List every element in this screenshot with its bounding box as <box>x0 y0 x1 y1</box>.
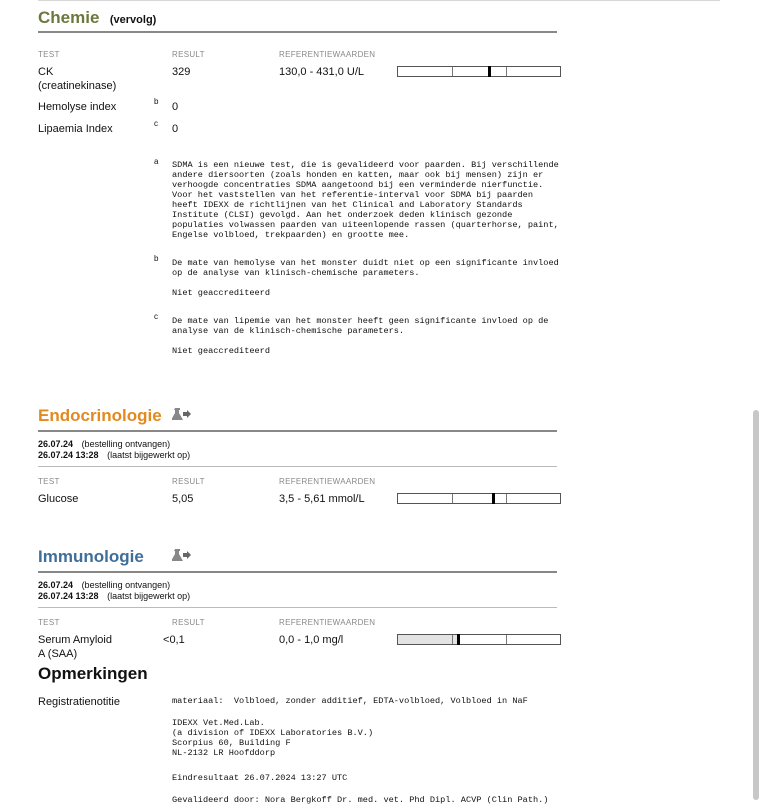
registratienotitie-label: Registratienotitie <box>38 696 120 708</box>
range-tick-low <box>452 494 453 503</box>
range-bar-saa <box>397 634 561 645</box>
scrollbar[interactable] <box>753 410 759 800</box>
endo-header <box>38 406 162 426</box>
result-ck: 329 <box>172 66 191 78</box>
footnote-mark-b: b <box>154 97 159 106</box>
result-saa <box>163 634 185 646</box>
result-lipaemia: 0 <box>172 123 179 135</box>
footnote-line: populaties volwassen paarden van uiteenlopende rassen (quarterhorse, paint, <box>172 220 559 230</box>
test-name-glucose: Glucose <box>38 493 79 505</box>
col-header-test: TEST <box>38 477 60 486</box>
range-marker-ck <box>488 66 491 77</box>
col-header-result: RESULT <box>172 618 205 627</box>
accreditation-note: Niet geaccrediteerd <box>172 288 270 298</box>
ref-glucose: 3,5 - 5,61 mmol/L <box>279 493 365 505</box>
col-header-test: TEST <box>38 50 60 59</box>
footnote-line: heeft IDEXX de richtlijnen van het Clinical and Laboratory Standards <box>172 200 523 210</box>
address-line: IDEXX Vet.Med.Lab. <box>172 718 265 728</box>
test-name-ck-sub: (creatinekinase) <box>38 80 117 92</box>
chemie-header <box>38 8 156 28</box>
range-bar-glucose <box>397 493 561 504</box>
chemie-divider <box>38 31 557 33</box>
range-tick-high <box>506 494 507 503</box>
col-header-ref: REFERENTIEWAARDEN <box>279 50 376 59</box>
range-tick-low <box>452 635 453 644</box>
range-below-shade <box>398 635 457 644</box>
footnote-line: verhoogde concentraties SDMA aangetoond bij een verminderde nierfunctie. <box>172 180 544 190</box>
footnote-line: De mate van lipemie van het monster heeft geen significante invloed op de <box>172 316 549 326</box>
footnote-line: SDMA is een nieuwe test, die is gevalideerd voor paarden. Bij verschillende <box>172 160 559 170</box>
date-value: 26.07.24 <box>38 439 74 449</box>
result-hemolyse: 0 <box>172 101 179 113</box>
immuno-date-received <box>38 580 170 590</box>
result-glucose: 5,05 <box>172 493 194 505</box>
test-name-saa: Serum Amyloid <box>38 634 112 646</box>
footnote-line: Voor het vaststellen van het referentie-interval voor SDMA bij paarden <box>172 190 533 200</box>
date-value: 26.07.24 13:28 <box>38 450 99 460</box>
date-value: 26.07.24 <box>38 580 74 590</box>
date-label: (laatst bijgewerkt op) <box>107 450 191 460</box>
immuno-divider <box>38 571 557 573</box>
footnote-a-mark: a <box>154 157 159 166</box>
footnote-line: De mate van hemolyse van het monster duidt niet op een significante invloed <box>172 258 559 268</box>
immuno-date-updated <box>38 591 190 601</box>
footnote-line: op de analyse van klinisch-chemische parameters. <box>172 268 420 278</box>
footnote-b-mark: b <box>154 254 159 263</box>
range-tick-high <box>506 635 507 644</box>
date-label: (bestelling ontvangen) <box>81 439 171 449</box>
test-name-saa-sub: A (SAA) <box>38 648 78 660</box>
test-name-lipaemia: Lipaemia Index <box>38 123 113 135</box>
result-prefix: < <box>163 634 170 646</box>
endo-date-updated <box>38 450 190 460</box>
ref-saa: 0,0 - 1,0 mg/l <box>279 634 344 646</box>
endo-date-divider <box>38 466 557 467</box>
date-value: 26.07.24 13:28 <box>38 591 99 601</box>
col-header-result: RESULT <box>172 477 205 486</box>
col-header-result: RESULT <box>172 50 205 59</box>
footnote-mark-c: c <box>154 119 158 128</box>
material-note: materiaal: Volbloed, zonder additief, EDTA-volbloed, Volbloed in NaF <box>172 696 528 706</box>
range-marker-saa <box>457 634 460 645</box>
address-line: (a division of IDEXX Laboratories B.V.) <box>172 728 374 738</box>
footnote-b-text <box>172 258 559 298</box>
footnote-line: Engelse volbloed, trekpaarden) en grootte mee. <box>172 230 410 240</box>
accreditation-note: Niet geaccrediteerd <box>172 346 270 356</box>
address-line: Scorpius 60, Building F <box>172 738 291 748</box>
range-tick-low <box>452 67 453 76</box>
immuno-header <box>38 547 144 567</box>
footnote-a-text <box>172 160 559 240</box>
validated-by: Gevalideerd door: Nora Bergkoff Dr. med. vet. Phd Dipl. ACVP (Clin Path.) <box>172 795 549 805</box>
range-bar-ck <box>397 66 561 77</box>
ref-ck: 130,0 - 431,0 U/L <box>279 66 365 78</box>
range-tick-high <box>506 67 507 76</box>
test-name-ck: CK <box>38 66 54 78</box>
lab-address <box>172 718 373 758</box>
endo-date-received <box>38 439 170 449</box>
col-header-ref: REFERENTIEWAARDEN <box>279 618 376 627</box>
date-label: (bestelling ontvangen) <box>81 580 171 590</box>
immuno-title: Immunologie <box>38 547 144 566</box>
footnote-c-text <box>172 316 548 356</box>
footnote-line: analyse van de klinisch-chemische parameters. <box>172 326 405 336</box>
footnote-line: andere diersoorten (zoals honden en katten, maar ook bij mensen) zijn er <box>172 170 544 180</box>
chemie-title: Chemie <box>38 8 100 27</box>
test-name-hemolyse: Hemolyse index <box>38 101 117 113</box>
address-line: NL-2132 LR Hoofddorp <box>172 748 276 758</box>
date-label: (laatst bijgewerkt op) <box>107 591 191 601</box>
range-marker-glucose <box>492 493 495 504</box>
footnote-c-mark: c <box>154 312 158 321</box>
endo-title: Endocrinologie <box>38 406 162 425</box>
endo-divider <box>38 430 557 432</box>
immuno-date-divider <box>38 607 557 608</box>
opmerkingen-title: Opmerkingen <box>38 664 148 683</box>
opmerkingen-header <box>38 664 148 684</box>
chemie-subtitle: (vervolg) <box>109 14 157 26</box>
add-to-cart-icon[interactable] <box>172 547 192 563</box>
footnote-line: Institute (CLSI) gevolgd. Aan het onderzoek deden klinisch gezonde <box>172 210 513 220</box>
result-value: 0,1 <box>169 634 185 646</box>
col-header-test: TEST <box>38 618 60 627</box>
add-to-cart-icon[interactable] <box>172 406 192 422</box>
top-divider <box>38 0 720 1</box>
col-header-ref: REFERENTIEWAARDEN <box>279 477 376 486</box>
final-result-timestamp: Eindresultaat 26.07.2024 13:27 UTC <box>172 773 348 783</box>
